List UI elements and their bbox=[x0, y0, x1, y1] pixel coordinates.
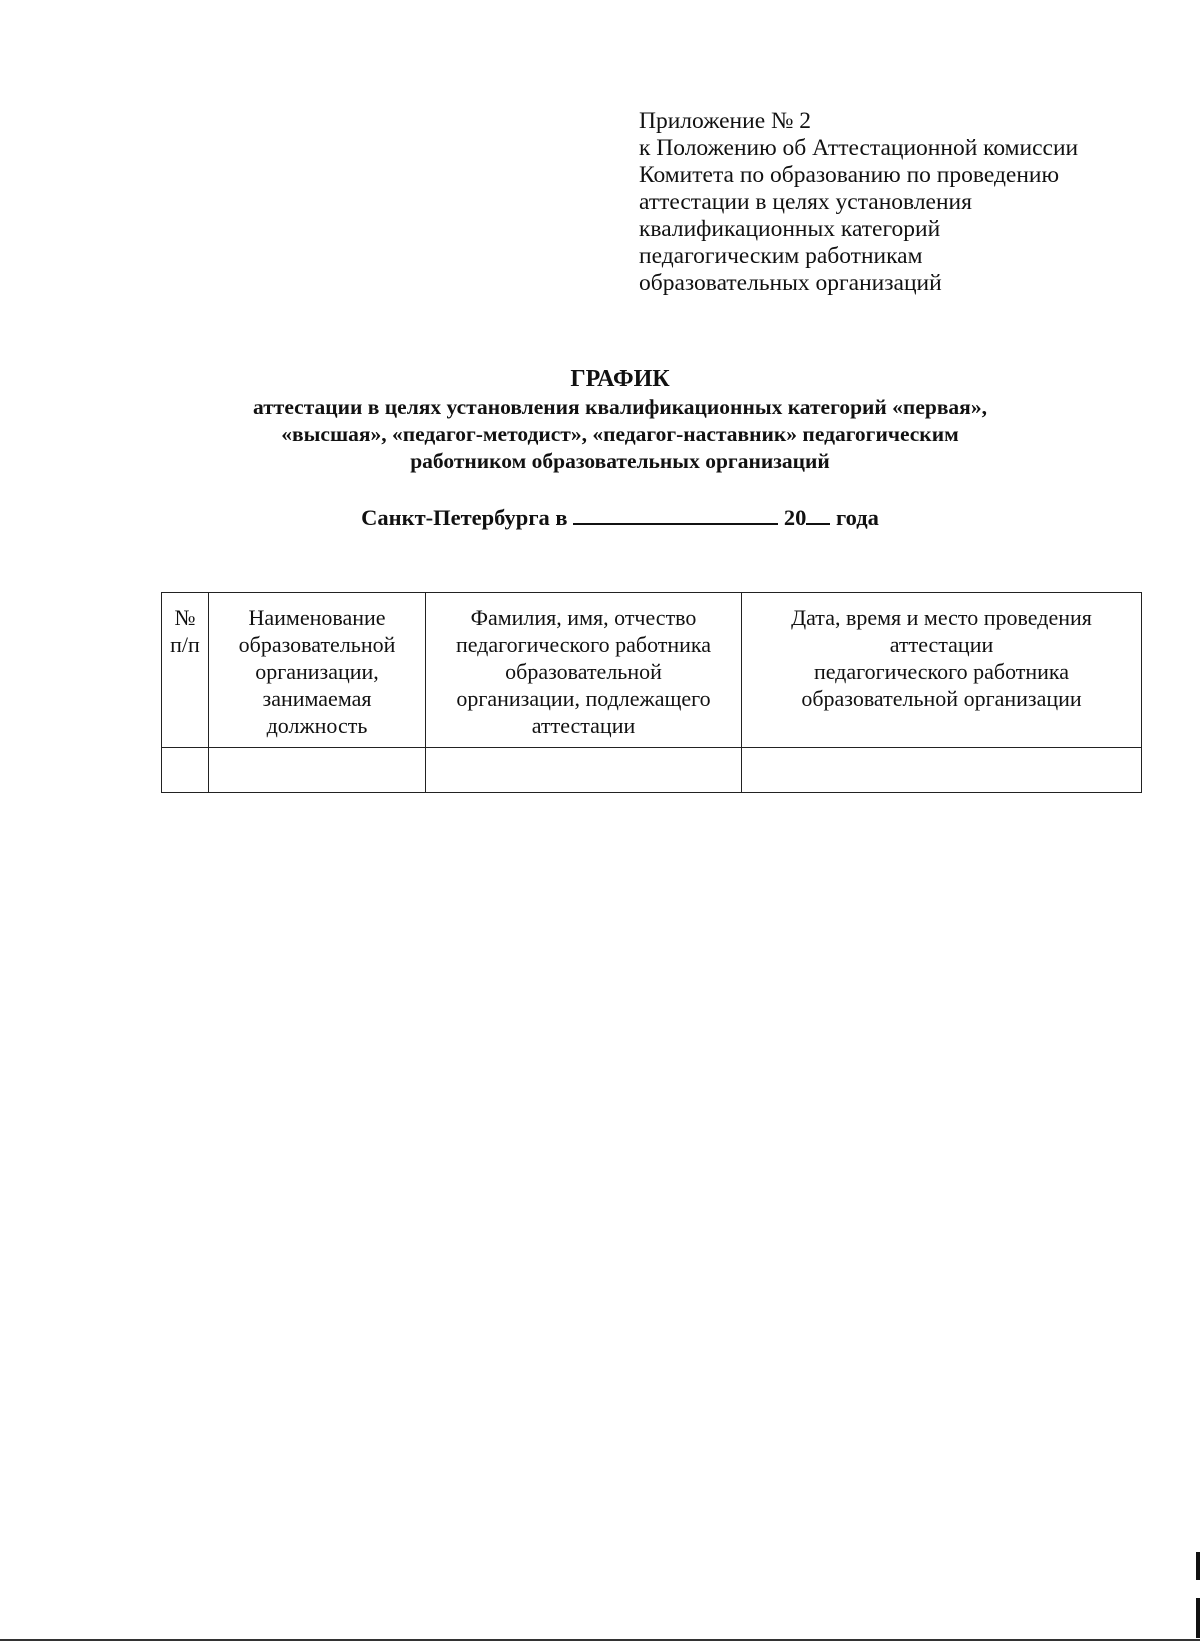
header-cell-organization: Наименование образовательной организации, занимаемая должность bbox=[209, 593, 426, 748]
table-cell[interactable] bbox=[742, 748, 1142, 793]
schedule-table bbox=[161, 592, 1142, 793]
city-prefix: Санкт-Петербурга в bbox=[361, 505, 574, 530]
appendix-line: к Положению об Аттестационной комиссии bbox=[639, 135, 1079, 161]
appendix-line: аттестации в целях установления bbox=[639, 189, 972, 215]
appendix-line: педагогическим работникам bbox=[639, 243, 923, 269]
appendix-note bbox=[639, 108, 1078, 297]
year-blank-field bbox=[806, 503, 830, 525]
table-cell[interactable] bbox=[162, 748, 209, 793]
header-cell-date-place: Дата, время и место проведения аттестации педагогического работника образовательной организации bbox=[742, 593, 1142, 748]
document-subtitle-line: аттестации в целях установления квалификационных категорий «первая», bbox=[253, 395, 987, 419]
table-cell[interactable] bbox=[426, 748, 742, 793]
scan-edge-mark bbox=[1196, 1552, 1200, 1580]
document-subtitle-line: работником образовательных организаций bbox=[410, 449, 830, 473]
year-prefix: 20 bbox=[778, 505, 807, 530]
table-header-row bbox=[162, 593, 1142, 748]
appendix-line: Комитета по образованию по проведению bbox=[639, 162, 1060, 188]
appendix-line: образовательных организаций bbox=[639, 270, 942, 296]
header-cell-full-name: Фамилия, имя, отчество педагогического работника образовательной организации, подлежащего аттестации bbox=[426, 593, 742, 748]
table-cell[interactable] bbox=[209, 748, 426, 793]
appendix-line: Приложение № 2 bbox=[639, 108, 812, 134]
date-blank-field bbox=[573, 503, 778, 525]
appendix-line: квалификационных категорий bbox=[639, 216, 941, 242]
header-cell-number: № п/п bbox=[162, 593, 209, 748]
scan-edge-mark bbox=[1196, 1598, 1200, 1638]
city-date-line bbox=[0, 503, 1200, 532]
year-suffix: года bbox=[830, 505, 879, 530]
document-subtitle-line: «высшая», «педагог-методист», «педагог-наставник» педагогическим bbox=[281, 422, 959, 446]
table-row bbox=[162, 748, 1142, 793]
document-heading bbox=[0, 364, 1200, 475]
document-title: ГРАФИК bbox=[570, 366, 670, 392]
